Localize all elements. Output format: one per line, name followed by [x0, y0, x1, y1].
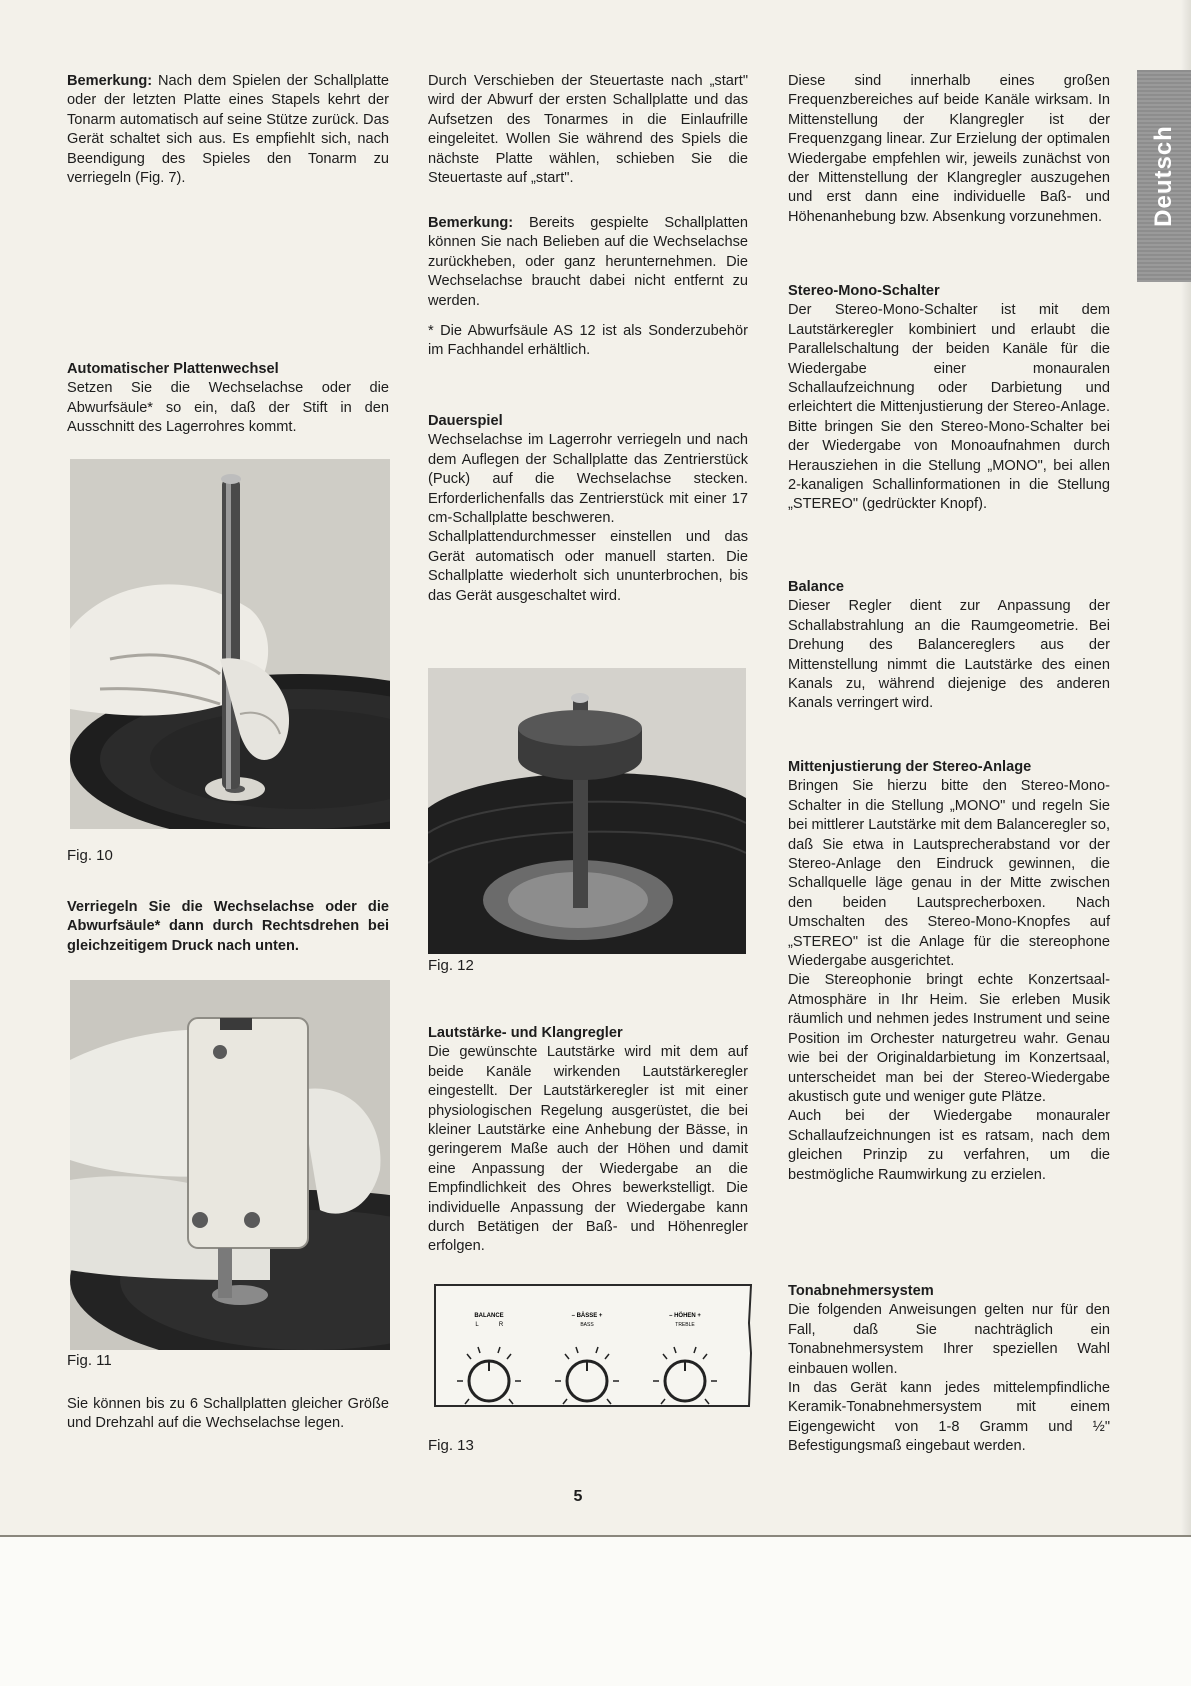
start-intro-paragraph: [428, 72, 748, 188]
bass-label: – BÄSSE +: [571, 1313, 603, 1319]
fig-10-caption: Fig. 10: [67, 847, 113, 864]
fig-12-caption: Fig. 12: [428, 957, 474, 974]
section-heading: Balance: [788, 579, 844, 595]
page-number: 5: [573, 1488, 583, 1505]
fig-13-caption: Fig. 13: [428, 1437, 474, 1454]
language-tab-label: Deutsch: [1150, 125, 1177, 227]
fig-13-control-panel: [433, 1283, 753, 1408]
auto-change-section: [67, 360, 389, 438]
balance-left-label: L: [475, 1322, 479, 1328]
fig-11-photo: [70, 980, 390, 1350]
center-adjustment-section: [788, 758, 1110, 1185]
section-heading: Tonabnehmersystem: [788, 1283, 934, 1299]
section-text: Wechselachse im Lagerrohr verriegeln und nach dem Auflegen der Schallplatte das Zentrierstück (Puck) auf die Wechselachse stecken. Erforderlichenfalls das Zentrierstück mit einer 17 cm-Schallplatte beschweren.: [428, 432, 748, 527]
page-bottom-margin: [0, 1535, 1191, 1686]
language-tab: [1137, 70, 1191, 282]
section-heading: Mittenjustierung der Stereo-Anlage: [788, 759, 1032, 775]
section-text: Bringen Sie hierzu bitte den Stereo-Mono-Schalter in die Stellung „MONO" und regeln Sie bei mittlerer Lautstärke mit dem Balanceregler so, daß Sie etwa in Lautsprecherabstand vor der Stereo-Anlage den Eindruck gewinnen, die Schallquelle läge genau in der Mitte zwischen den beiden Lautsprecherboxen. Nach Umschalten des Stereo-Mono-Knopfes auf „STEREO" ist die Anlage für die stereophone Wiedergabe ausgerichtet.: [788, 778, 1111, 970]
section-text: Setzen Sie die Wechselachse oder die Abwurfsäule* so ein, daß der Stift in den Ausschnitt des Lagerrohres kommt.: [67, 380, 389, 436]
lock-instruction-text: Verriegeln Sie die Wechselachse oder die Abwurfsäule* dann durch Rechtsdrehen bei gleichzeitigem Druck nach unten.: [67, 899, 389, 954]
balance-section: [788, 578, 1110, 714]
section-heading: Lautstärke- und Klangregler: [428, 1025, 623, 1041]
remark-text: Bereits gespielte Schallplatten können Sie nach Belieben auf die Wechselachse zurückheben, oder ganz herunternehmen. Die Wechselachse braucht dabei nicht entfernt zu werden.: [428, 215, 748, 309]
fig-11-caption: Fig. 11: [67, 1352, 112, 1369]
stack-note-text: Sie können bis zu 6 Schallplatten gleicher Größe und Drehzahl auf die Wechselachse legen.: [67, 1396, 389, 1432]
footnote: [428, 322, 748, 361]
balance-label: BALANCE: [474, 1313, 504, 1319]
puck-on-spindle-image: [428, 668, 746, 954]
bass-sub-label: BASS: [580, 1322, 594, 1328]
pickup-section: [788, 1282, 1110, 1457]
lock-instruction: [67, 898, 389, 956]
treble-sub-label: TREBLE: [675, 1322, 695, 1328]
footnote-text: * Die Abwurfsäule AS 12 ist als Sonderzubehör im Fachhandel erhältlich.: [428, 323, 748, 359]
section-heading: Dauerspiel: [428, 413, 503, 429]
section-heading: Stereo-Mono-Schalter: [788, 283, 940, 299]
section-text: In das Gerät kann jedes mittelempfindliche Keramik-Tonabnehmersystem mit einem Eigengewicht von 1-8 Gramm und ½" Befestigungsmaß eingebaut werden.: [788, 1380, 1110, 1455]
hand-with-spindle-cap-image: [70, 980, 390, 1350]
balance-right-label: R: [498, 1322, 504, 1328]
stereo-mono-section: [788, 282, 1110, 515]
remark-label: Bemerkung:: [428, 215, 514, 231]
remark-paragraph-2: [428, 214, 748, 311]
start-intro-text: Durch Verschieben der Steuertaste nach „start" wird der Abwurf der ersten Schallplatte und das Aufsetzen des Tonarmes in die Einlaufrille eingeleitet. Wollen Sie während des Spiels die nächste Platte wählen, schieben Sie die Steuertaste auf „start".: [428, 73, 748, 187]
section-text: Die Stereophonie bringt echte Konzertsaal-Atmosphäre in Ihr Heim. Sie erleben Musik räumlich und nehmen jedes Instrument und seine Position im Orchester naturgetreu wahr. Genau wie bei der Originaldarbietung im Konzertsaal, unterscheidet man bei der Stereo-Wiedergabe akustisch gute und weniger gute Plätze.: [788, 972, 1110, 1105]
section-text: Auch bei der Wiedergabe monauraler Schallaufzeichnungen ist es ratsam, nach dem gleichen Prinzip zu verfahren, um die bestmögliche Raumwirkung zu erzielen.: [788, 1108, 1110, 1183]
tone-intro-paragraph: [788, 72, 1110, 227]
fig-10-photo: [70, 459, 390, 829]
section-text: Schallplattendurchmesser einstellen und das Gerät automatisch oder manuell starten. Die Schallplatte wiederholt sich ununterbrochen, bis das Gerät ausgeschaltet wird.: [428, 529, 748, 604]
control-panel-drawing: [433, 1283, 753, 1408]
volume-tone-section: [428, 1024, 748, 1257]
hand-inserting-spindle-image: [70, 459, 390, 829]
section-heading: Automatischer Plattenwechsel: [67, 361, 279, 377]
remark-text: Nach dem Spielen der Schallplatte oder der letzten Platte eines Stapels kehrt der Tonarm automatisch auf seine Stütze zurück. Das Gerät schaltet sich aus. Es empfiehlt sich, nach Beendigung des Spieles den Tonarm zu verriegeln (Fig. 7).: [67, 73, 390, 187]
continuous-play-section: [428, 412, 748, 606]
section-text: Der Stereo-Mono-Schalter ist mit dem Lautstärkeregler kombiniert und erlaubt die Parallelschaltung der beiden Kanäle für die Wiedergabe einer monauralen Schallaufzeichnung oder Darbietung und erleichtert die Mittenjustierung der Stereo-Anlage. Bitte bringen Sie den Stereo-Mono-Schalter bei der Wiedergabe von Monoaufnahmen durch Herausziehen in die Stellung „MONO", bei allen 2-kanaligen Schallinformationen in die Stellung „STEREO" (gedrückter Knopf).: [788, 302, 1110, 513]
section-text: Die gewünschte Lautstärke wird mit dem auf beide Kanäle wirkenden Lautstärkeregler eingestellt. Der Lautstärkeregler ist mit einer physiologischen Regelung ausgerüstet, die bei kleiner Lautstärke eine Anhebung der Bässe, in geringerem Maße auch der Höhen und damit eine Anpassung der Wiedergabe an die Empfindlichkeit des Ohres bewerkstelligt. Die individuelle Anpassung der Wiedergabe kann durch Betätigen der Baß- und Höhenregler erfolgen.: [428, 1044, 748, 1255]
treble-label: – HÖHEN +: [669, 1313, 701, 1319]
tone-intro-text: Diese sind innerhalb eines großen Frequenzbereiches auf beide Kanäle wirksam. In Mittenstellung der Klangregler ist der Frequenzgang linear. Zur Erzielung der optimalen Wiedergabe empfehlen wir, jeweils zunächst von der Mittenstellung der Klangregler auszugehen und erst dann eine individuelle Baß- und Höhenanhebung bzw. Absenkung vorzunehmen.: [788, 73, 1110, 225]
section-text: Die folgenden Anweisungen gelten nur für den Fall, daß Sie nachträglich ein Tonabnehmersystem Ihrer speziellen Wahl einbauen wollen.: [788, 1302, 1110, 1377]
remark-paragraph-1: [67, 72, 389, 188]
remark-label: Bemerkung:: [67, 73, 153, 89]
section-text: Dieser Regler dient zur Anpassung der Schallabstrahlung an die Raumgeometrie. Bei Drehung des Balancereglers aus der Mittenstellung nimmt die Lautstärke des einen Kanals zu, während diejenige des anderen Kanals verringert wird.: [788, 598, 1110, 712]
stack-note: [67, 1395, 389, 1434]
fig-12-photo: [428, 668, 746, 954]
